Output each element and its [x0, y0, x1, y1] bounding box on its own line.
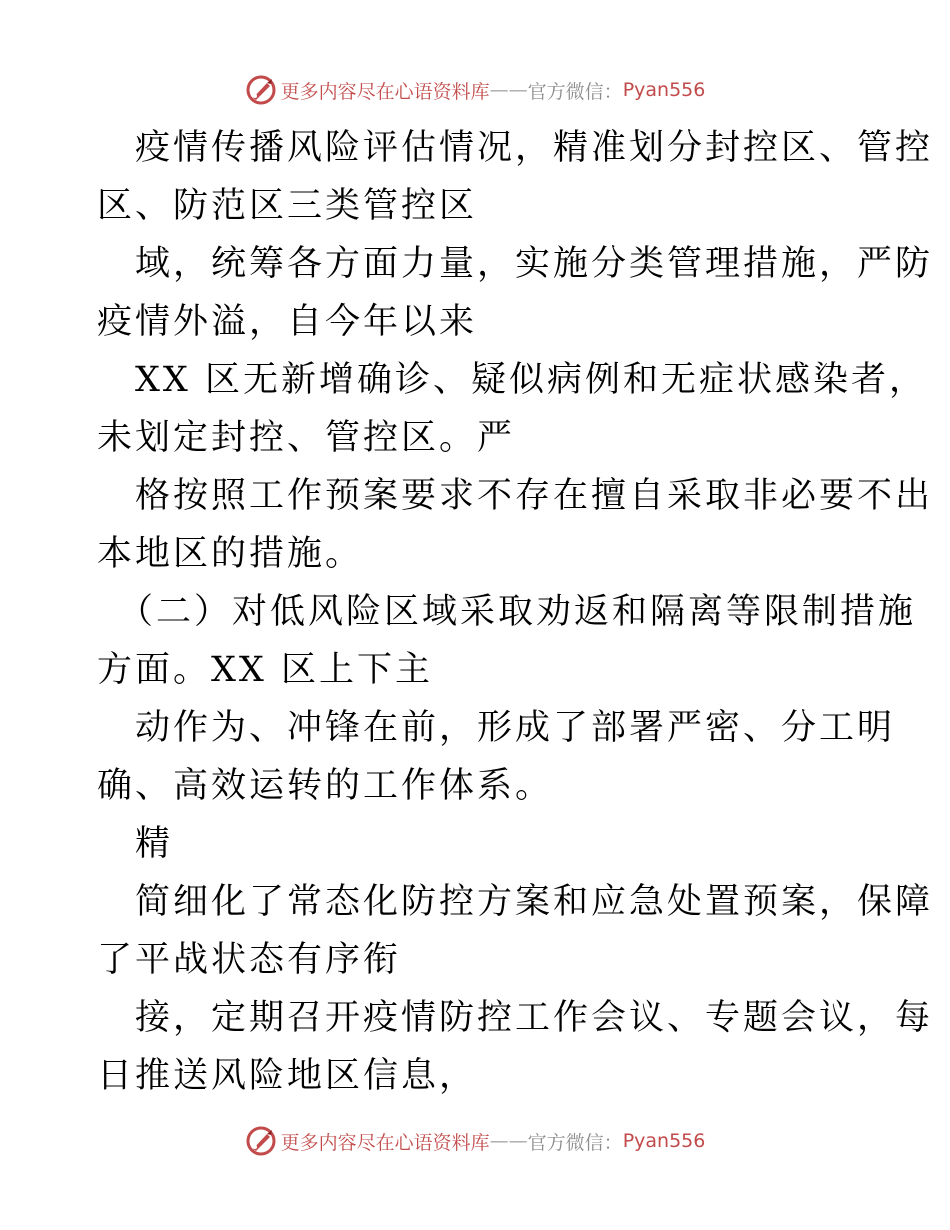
body-line: 简细化了常态化防控方案和应急处置预案，保障 [135, 882, 934, 922]
quill-pen-logo-icon [245, 1125, 277, 1157]
body-line: 本地区的措施。 [97, 534, 364, 574]
body-line: 方面。XX 区上下主 [97, 650, 433, 690]
body-line: 格按照工作预案要求不存在擅自采取非必要不出 [135, 476, 934, 516]
watermark-label: 官方微信： [527, 80, 623, 103]
body-line: 疫情传播风险评估情况，精准划分封控区、管控 [135, 128, 934, 168]
body-line: 未划定封控、管控区。严 [97, 418, 516, 458]
body-line: 区、防范区三类管控区 [97, 186, 478, 226]
body-line: 接，定期召开疫情防控工作会议、专题会议，每 [135, 998, 934, 1038]
body-line: 域，统筹各方面力量，实施分类管理措施，严防 [135, 244, 934, 284]
body-line: 日推送风险地区信息， [97, 1056, 478, 1096]
footer-watermark [0, 1121, 950, 1161]
body-line: 了平战状态有序衔 [97, 940, 402, 980]
body-line: XX 区无新增确诊、疑似病例和无症状感染者， [135, 360, 927, 400]
quill-pen-logo-icon [245, 74, 277, 106]
watermark-account: Pyan556 [622, 79, 706, 101]
watermark-dash: —— [489, 79, 528, 101]
body-line: 精 [135, 824, 174, 864]
header-watermark [0, 70, 950, 110]
body-line: 疫情外溢，自今年以来 [97, 302, 478, 342]
body-line: （二）对低风险区域采取劝返和隔离等限制措施 [118, 592, 917, 632]
watermark-brand: 更多内容尽在心语资料库 [280, 1131, 490, 1154]
body-line: 动作为、冲锋在前，形成了部署严密、分工明 [135, 708, 896, 748]
watermark-label: 官方微信： [527, 1131, 623, 1154]
watermark-dash: —— [489, 1130, 528, 1152]
watermark-account: Pyan556 [622, 1130, 706, 1152]
body-line: 确、高效运转的工作体系。 [97, 766, 554, 806]
watermark-brand: 更多内容尽在心语资料库 [280, 80, 490, 103]
